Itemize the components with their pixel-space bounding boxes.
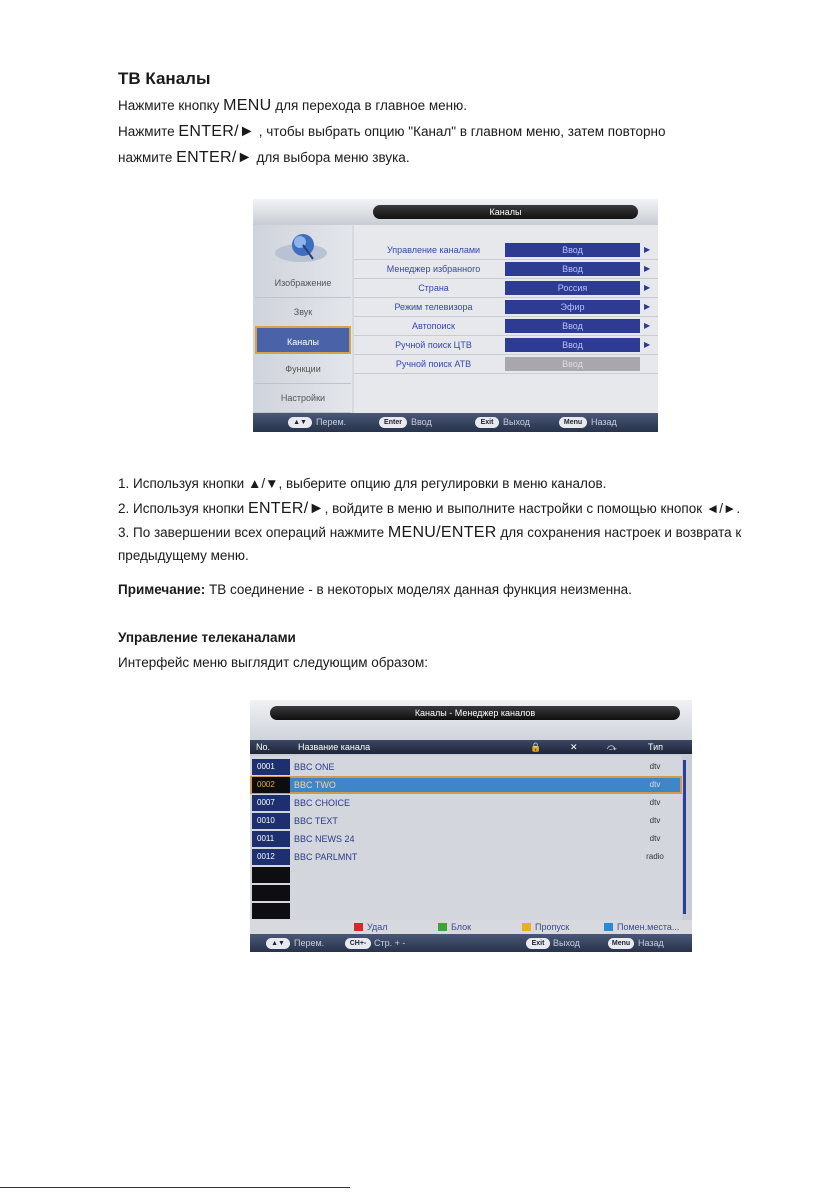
channel-name: BBC CHOICE	[294, 798, 351, 808]
channel-options-panel	[354, 225, 658, 413]
note-text: ТВ соединение - в некоторых моделях данная функция неизменна.	[205, 582, 632, 597]
key-badge-updown: ▲▼	[288, 417, 312, 428]
delete-icon: ✕	[570, 742, 578, 752]
option-label: Управление каналами	[386, 245, 481, 255]
legend-delete: Удал	[354, 921, 388, 933]
channel-table	[250, 756, 682, 920]
option-value[interactable]: Ввод	[505, 262, 640, 276]
menu-title: Каналы - Менеджер каналов	[270, 706, 680, 720]
hint-text: Назад	[591, 417, 617, 427]
key-badge-ch: CH+-	[345, 938, 371, 949]
arrow-right-icon: ▶	[644, 283, 651, 292]
menu-top-bar	[250, 700, 692, 740]
channel-number: 0010	[252, 813, 290, 829]
channel-table-header	[250, 740, 692, 754]
hint-text: Перем.	[294, 938, 325, 948]
section-heading-channel-management: Управление телеканалами	[118, 630, 296, 645]
channel-type: dtv	[649, 762, 661, 771]
intro-text: Нажмите	[118, 124, 179, 139]
option-value[interactable]: Эфир	[505, 300, 640, 314]
tv-menu-screenshot-channel-manager	[250, 700, 692, 952]
option-row-channel-management[interactable]	[354, 241, 658, 260]
column-header-type: Тип	[648, 742, 664, 752]
key-name-menu-enter: MENU/ENTER	[387, 524, 497, 541]
intro-text: нажмите	[118, 150, 177, 165]
note-label: Примечание:	[118, 582, 206, 597]
table-row[interactable]	[250, 794, 682, 812]
key-name-menu: MENU	[223, 97, 272, 114]
hint-text: Ввод	[411, 417, 432, 427]
arrow-right-icon: ▶	[644, 340, 651, 349]
channel-name: BBC NEWS 24	[294, 834, 355, 844]
menu-top-bar	[253, 199, 658, 225]
channel-number: 0002	[252, 777, 290, 793]
yellow-key-icon	[522, 923, 531, 931]
scrollbar[interactable]	[683, 760, 686, 914]
option-row-favorites-manager[interactable]	[354, 260, 658, 279]
table-row-selected[interactable]	[250, 776, 682, 794]
hint-text: Стр. + -	[374, 938, 406, 948]
option-label: Режим телевизора	[394, 302, 473, 312]
key-badge-enter: Enter	[379, 417, 407, 428]
color-key-legend	[250, 920, 692, 934]
key-badge-exit: Exit	[526, 938, 550, 949]
lock-icon: 🔒	[530, 742, 542, 752]
option-value[interactable]: Россия	[505, 281, 640, 295]
channel-type: dtv	[649, 834, 661, 843]
section-heading-tv-channels: ТВ Каналы	[118, 69, 211, 88]
table-row[interactable]	[250, 848, 682, 866]
option-label: Автопоиск	[412, 321, 455, 331]
option-row-manual-dtv-search[interactable]	[354, 336, 658, 355]
key-name-leftright: ◄/►	[705, 501, 737, 516]
step-text: , выберите опцию для регулировки в меню каналов.	[278, 476, 607, 491]
key-badge-menu: Menu	[559, 417, 587, 428]
column-header-name: Название канала	[298, 742, 371, 752]
key-badge-updown: ▲▼	[266, 938, 290, 949]
channel-name: BBC TEXT	[294, 816, 338, 826]
step-3-continued: предыдущему меню.	[118, 548, 249, 563]
channel-type: dtv	[649, 816, 661, 825]
channel-number-empty	[252, 885, 290, 901]
channel-number-empty	[252, 903, 290, 919]
step-text: 2. Используя кнопки	[118, 501, 248, 516]
option-label: Страна	[418, 283, 449, 293]
intro-line-1	[118, 97, 467, 115]
option-row-tv-mode[interactable]	[354, 298, 658, 317]
option-value[interactable]: Ввод	[505, 357, 640, 371]
channel-type: radio	[646, 852, 664, 861]
step-text: .	[736, 501, 741, 516]
intro-line-3	[118, 149, 410, 167]
intro-text: Нажмите кнопку	[118, 98, 224, 113]
hint-text: Выход	[503, 417, 530, 427]
arrow-right-icon: ▶	[644, 264, 651, 273]
table-row[interactable]	[250, 758, 682, 776]
channel-name: BBC TWO	[294, 780, 336, 790]
arrow-right-icon: ▶	[644, 302, 651, 311]
menu-title: Каналы	[373, 205, 638, 219]
channel-type: dtv	[649, 798, 661, 807]
blue-key-icon	[604, 923, 613, 931]
satellite-dish-icon	[267, 229, 335, 267]
sidebar-item-picture[interactable]: Изображение	[255, 269, 351, 298]
option-value[interactable]: Ввод	[505, 338, 640, 352]
table-row-empty	[250, 884, 682, 902]
channel-number: 0012	[252, 849, 290, 865]
channel-name: BBC ONE	[294, 762, 335, 772]
sidebar-item-channels[interactable]: Каналы	[255, 326, 351, 354]
key-badge-menu: Menu	[608, 938, 634, 949]
hint-text: Перем.	[316, 417, 347, 427]
channel-type: dtv	[649, 780, 661, 789]
table-row-empty	[250, 866, 682, 884]
hint-text: Назад	[638, 938, 664, 948]
step-text: 3. По завершении всех операций нажмите	[118, 525, 388, 540]
menu-footer-hints	[253, 413, 658, 432]
hint-text: Выход	[553, 938, 580, 948]
green-key-icon	[438, 923, 447, 931]
channel-number-empty	[252, 867, 290, 883]
intro-text: для выбора меню звука.	[252, 150, 410, 165]
sidebar-item-sound[interactable]: Звук	[255, 298, 351, 327]
table-row-empty	[250, 902, 682, 920]
step-text: для сохранения настроек и возврата к	[496, 525, 742, 540]
option-row-auto-search[interactable]	[354, 317, 658, 336]
tv-menu-screenshot-channels	[253, 199, 658, 432]
menu-footer-hints	[250, 934, 692, 952]
menu-sidebar	[253, 225, 352, 413]
key-name-enter: ENTER/►	[176, 149, 253, 166]
legend-swap: Помен.места...	[604, 921, 679, 933]
option-value[interactable]: Ввод	[505, 243, 640, 257]
option-value[interactable]: Ввод	[505, 319, 640, 333]
arrow-right-icon: ▶	[644, 245, 651, 254]
option-row-manual-atv-search[interactable]	[354, 355, 658, 374]
step-2	[118, 500, 740, 518]
move-icon: ⤼	[607, 742, 617, 752]
key-badge-exit: Exit	[475, 417, 499, 428]
management-intro: Интерфейс меню выглядит следующим образом:	[118, 655, 428, 670]
channel-number: 0011	[252, 831, 290, 847]
intro-text: для перехода в главное меню.	[271, 98, 467, 113]
column-header-number: No.	[256, 742, 271, 752]
table-row[interactable]	[250, 830, 682, 848]
step-text: 1. Используя кнопки	[118, 476, 248, 491]
channel-number: 0007	[252, 795, 290, 811]
step-1	[118, 476, 606, 491]
key-name-enter: ENTER/►	[178, 123, 256, 140]
table-row[interactable]	[250, 812, 682, 830]
option-label: Менеджер избранного	[386, 264, 481, 274]
key-name-enter: ENTER/►	[247, 500, 325, 517]
red-key-icon	[354, 923, 363, 931]
sidebar-item-settings[interactable]: Настройки	[255, 384, 351, 413]
intro-line-2	[118, 123, 666, 141]
option-row-country[interactable]	[354, 279, 658, 298]
note	[118, 582, 632, 597]
key-name-updown: ▲/▼	[247, 476, 279, 491]
footer-divider	[0, 1187, 350, 1188]
legend-lock: Блок	[438, 921, 471, 933]
step-3	[118, 524, 741, 542]
option-label: Ручной поиск ЦТВ	[395, 340, 472, 350]
channel-number: 0001	[252, 759, 290, 775]
step-text: , войдите в меню и выполните настройки с помощью кнопок	[324, 501, 706, 516]
channel-name: BBC PARLMNT	[294, 852, 358, 862]
option-label: Ручной поиск АТВ	[395, 359, 472, 369]
arrow-right-icon: ▶	[644, 321, 651, 330]
legend-skip: Пропуск	[522, 921, 569, 933]
intro-text: , чтобы выбрать опцию "Канал" в главном меню, затем повторно	[255, 124, 666, 139]
sidebar-item-functions[interactable]: Функции	[255, 355, 351, 384]
